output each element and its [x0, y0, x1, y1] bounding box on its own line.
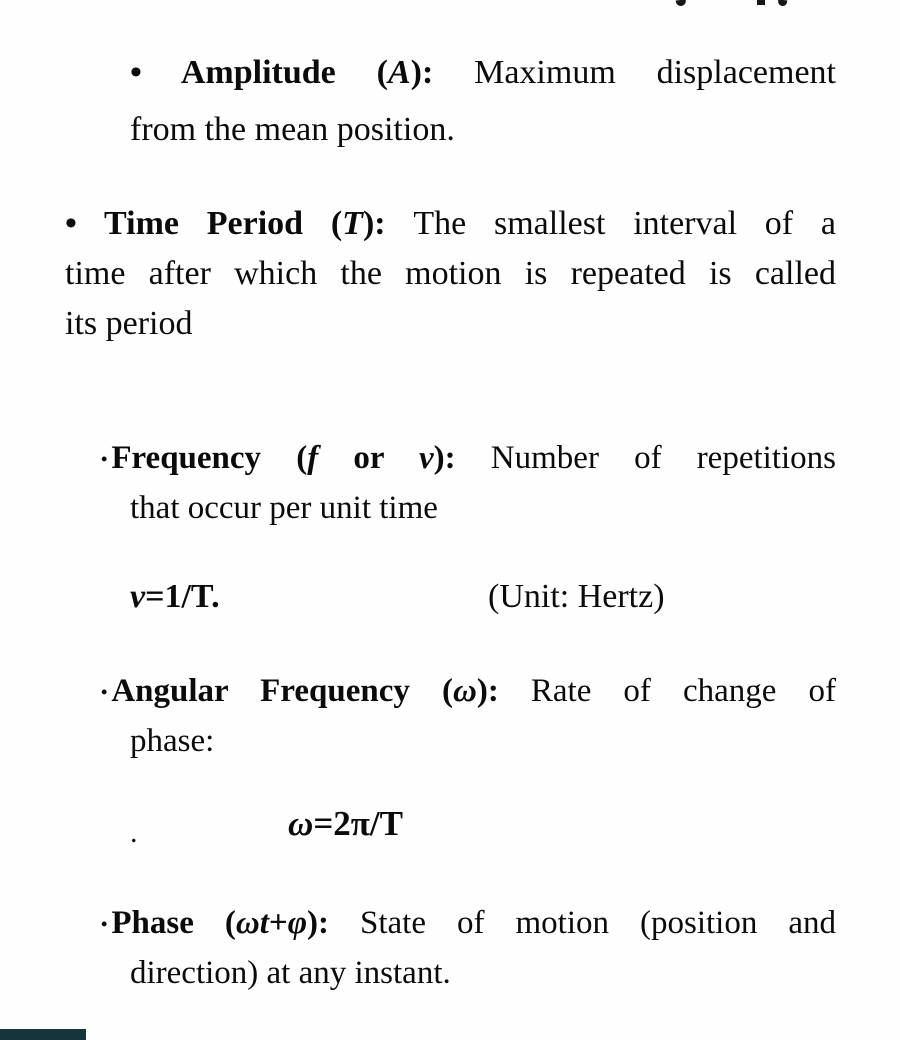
stray-period: . [130, 816, 138, 849]
bullet-amplitude-line2: from the mean position. [130, 111, 455, 148]
bullet-angular-frequency-line2: phase: [130, 723, 215, 759]
bullet-frequency-line2: that occur per unit time [130, 490, 438, 526]
bullet-phase [101, 898, 836, 998]
bullet-frequency [101, 433, 836, 533]
bottom-left-dark-bar [0, 1029, 86, 1040]
angular-frequency-formula-row [130, 798, 730, 848]
frequency-formula-row [130, 574, 836, 620]
bullet-angular-frequency [101, 666, 836, 766]
frequency-unit: (Unit: Hertz) [488, 578, 665, 615]
cropped-text-fragment-icon [778, 0, 787, 6]
bullet-time-period-line2: time after which the motion is repeated is called [65, 255, 836, 292]
bullet-time-period-line1: • Time Period (T): The smallest interval of a [65, 205, 836, 242]
cropped-text-fragment-icon [676, 0, 687, 7]
bullet-frequency-line1: • Frequency (f or ν): Number of repetitions [101, 440, 836, 476]
angular-frequency-formula: ω=2π/T [288, 804, 403, 843]
frequency-formula: ν=1/T. [130, 578, 220, 615]
bullet-time-period-line3: its period [65, 305, 193, 342]
bullet-phase-line2: direction) at any instant. [130, 955, 451, 991]
bullet-amplitude [130, 44, 836, 158]
cropped-text-fragment-icon [757, 0, 765, 5]
bullet-phase-line1: • Phase (ωt+φ): State of motion (position and [101, 905, 836, 941]
bullet-amplitude-line1: • Amplitude (A): Maximum displacement [130, 54, 836, 91]
bullet-time-period [65, 199, 836, 349]
bullet-angular-frequency-line1: • Angular Frequency (ω): Rate of change of [101, 673, 836, 709]
